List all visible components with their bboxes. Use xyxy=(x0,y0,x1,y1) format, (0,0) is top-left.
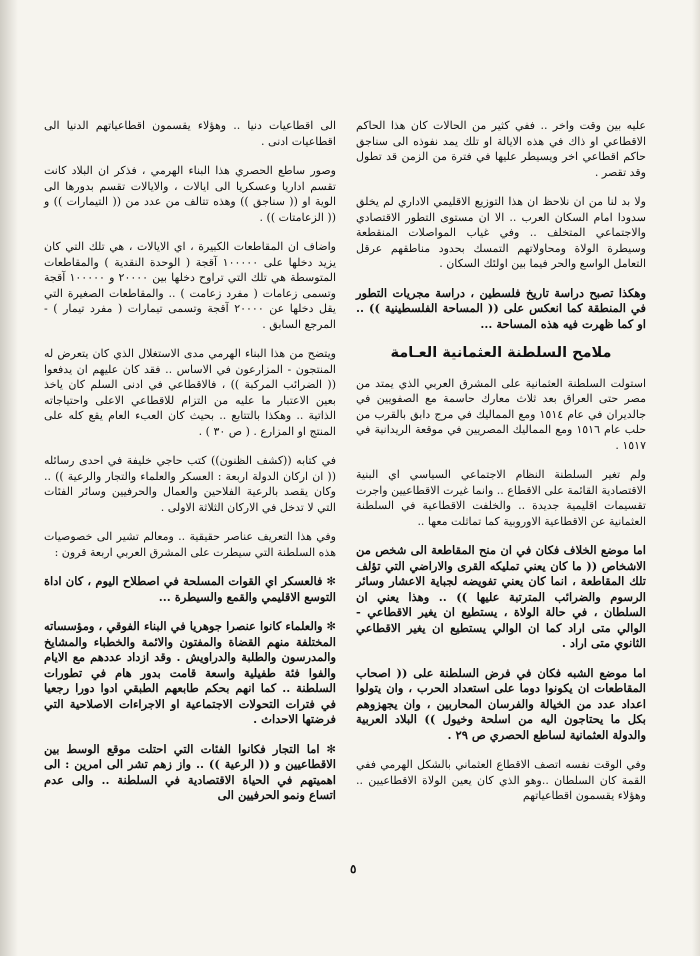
bold-paragraph: اما موضع الخلاف فكان في ان منح المقاطعة الى شخص من الاشخاص (( ما كان يعني تمليكه القرى والاراضي التي تؤلف تلك المقاطعة ، انما كان يعني تفويضه لجباية الاعشار وسائر الرسوم والضرائب المترتبة عليها )) .. وهذا يعني ان السلطان ، في حالة الولاة ، يستطيع ان يغير الاقطاعي - الوالي متى اراد كما ان الوالي يستطيع ان يغير الاقطاعي الثانوي متى اراد . xyxy=(356,543,646,650)
paragraph: ولا بد لنا من ان نلاحظ ان هذا التوزيع الاقليمي الاداري لم يخلق سدودا امام السكان العرب .. الا ان مستوى التطور الاقتصادي والاجتماعي المتخلف .. وفي غياب المواصلات المنقطعة وسيطرة الولاة ومحاولاتهم التمسك بحدود مناطقهم عرقل التعامل الواسع والحر فيما بين اولئك السكان . xyxy=(356,195,646,270)
paragraph: استولت السلطنة العثمانية على المشرق العربي الذي يمتد من مصر حتى العراق بعد ثلاث معارك حاسمة مع الصفويين في جالديران في عام ١٥١٤ ومع المماليك في مرج دابق بالقرب من حلب عام ١٥١٦ ومع المماليك المصريين في موقعة الريدانية في ١٥١٧ . xyxy=(356,376,647,452)
paragraph: وصور ساطع الحصري هذا البناء الهرمي ، فذكر ان البلاد كانت تقسم اداريا وعسكريا الى ايالات ، والايالات تقسم بدورها الى الوية او (( سناجق )) وهذه تتالف من عدد من (( التيمارات )) و (( الزعامتات )) . xyxy=(44,164,336,224)
asterisk-icon: ✻ xyxy=(322,574,336,588)
list-item: ✻ والعلماء كانوا عنصرا جوهريا في البناء الفوقي ، ومؤسساته المختلفة منهم القضاة والمفتون والائمة والخطباء والمشايخ والمدرسون والطلبة والدراويش . وقد ازداد عددهم مع الايام والفوا فئة طفيلية واسعة قامت بدور هام في تطورات السلطنة .. كما انهم بحكم طابعهم الطبقي ادوا دورا رجعيا في فترات التحولات الاجتماعية او الاجراءات الاصلاحية التي فرضتها الاحداث . xyxy=(44,619,336,726)
paragraph: ولم تغير السلطنة النظام الاجتماعي السياسي اي البنية الاقتصادية القائمة على الاقطاع .. وانما غيرت الاقطاعيين واجرت تقسيمات اقليمية جديدة .. والخلفت الاقطاعية في السلطنة العثمانية عن الاقطاعية الاوروبية كما تماثلت معها .. xyxy=(356,468,646,528)
paragraph: واضاف ان المقاطعات الكبيرة ، اي الايالات ، هي تلك التي كان يزيد دخلها على ١٠٠٠٠٠ آقجة ( الوحدة النقدية ) والمقاطعات المتوسطة هي تلك التي تراوح دخلها بين ٢٠٠٠٠ و ١٠٠٠٠٠ آقجة وتسمى زعامات ( مفرد زعامت ) .. والمقاطعات الصغيرة التي يقل دخلها عن ٢٠٠٠٠ آقجة وتسمى تيمارات ( مفرد تيمار ) - المرجع السابق . xyxy=(44,240,337,331)
paragraph: عليه بين وقت واخر .. ففي كثير من الحالات كان هذا الحاكم الاقطاعي او ذاك في هذه الايالة او تلك يمد نفوذه الى سناجق حاكم اقطاعي اخر ويسيطر عليها في فترة من الزمن قد تطول وقد تقصر . xyxy=(356,119,646,179)
paragraph: وفي الوقت نفسه اتصف الاقطاع العثماني بالشكل الهرمي ففي القمة كان السلطان ..وهو الذي كان يعين الولاة الاقطاعيين .. وهؤلاء يقسمون اقطاعياتهم xyxy=(356,758,646,802)
right-column xyxy=(356,118,646,818)
page-edge xyxy=(692,0,700,956)
list-item: ✻ اما التجار فكانوا الفئات التي احتلت موقع الوسط بين الاقطاعيين و (( الرعية )) .. واز زهم تشر الى امرين : الى اهميتهم في الحياة الاقتصادية في السلطنة .. والى عدم اتساع ونمو الحرفيين الى xyxy=(44,741,336,802)
section-heading: ملامح السلطنة العثمانية العـامة xyxy=(390,345,612,361)
list-item: ✻ فالعسكر اي القوات المسلحة في اصطلاح اليوم ، كان اداة التوسع الاقليمي والقمع والسيطرة ... xyxy=(44,574,336,604)
page-binding-shadow xyxy=(0,0,18,956)
bold-paragraph: وهكذا تصبح دراسة تاريخ فلسطين ، دراسة مجريات التطور في المنطقة كما انعكس على (( المساحة الفلسطينية )) .. او كما ظهرت فيه هذه المساحة ... xyxy=(356,285,646,331)
asterisk-icon: ✻ xyxy=(319,741,336,756)
page-number: ٥ xyxy=(350,862,357,876)
bold-paragraph: اما موضع الشبه فكان في فرض السلطنة على (( اصحاب المقاطعات ان يكونوا دوما على استعداد الحرب ، وان يتولوا اعداد عدد من الخيالة والفرسان المحاربين ، وان يجهزوهم بكل ما يحتاجون اليه من اسلحة وخيول )) البلاد العربية والدولة العثمانية لساطع الحصري ص ٢٩ . xyxy=(356,665,646,742)
paragraph: في كتابه ((كشف الظنون)) كتب حاجي خليفة في احدى رسائله (( ان اركان الدولة اربعة : العسكر والعلماء والتجار والرعية )) .. وكان يقصد بالرعية الفلاحين والعمال والحرفيين وسائر الفئات التي لا تدخل في الاركان الثلاثة الاولى . xyxy=(44,454,336,514)
left-column xyxy=(44,118,336,818)
paragraph: ويتضح من هذا البناء الهرمي مدى الاستغلال الذي كان يتعرض له المنتجون - المزارعون في الاساس .. فقد كان عليهم ان يدفعوا (( الضرائب المركبة )) ، فالاقطاعي في ادنى السلم كان ياخذ بعين الاعتبار ما عليه من التزام للاقطاعي الاعلى واحتياجاته الذاتية .. وهكذا بالتتابع .. بحيث كان العبء العام يقع كله على المنتج او المزارع . ( ص ٣٠ ) . xyxy=(44,347,336,438)
paragraph: وفي هذا التعريف عناصر حقيقية .. ومعالم تشير الى خصوصيات هذه السلطنة التي سيطرت على المشرق العربي اربعة قرون : xyxy=(44,530,336,559)
asterisk-icon: ✻ xyxy=(322,619,336,633)
paragraph: الى اقطاعيات دنيا .. وهؤلاء يقسمون اقطاعياتهم الدنيا الى اقطاعيات ادنى . xyxy=(44,119,336,148)
